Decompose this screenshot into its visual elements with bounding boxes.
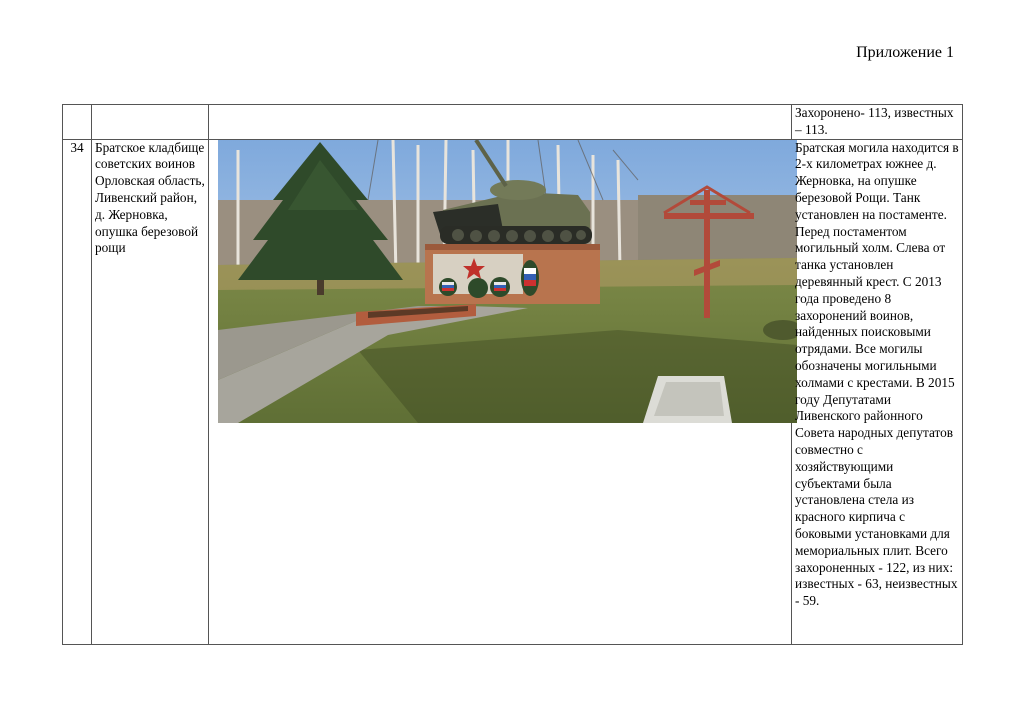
number-cell xyxy=(63,105,92,140)
table-row xyxy=(63,139,963,644)
photo-cell xyxy=(209,139,792,644)
name-cell xyxy=(92,105,209,140)
number-cell: 34 xyxy=(63,139,92,644)
appendix-label: Приложение 1 xyxy=(856,44,954,61)
name-cell: Братское кладбище советских воинов Орловская область, Ливенский район, д. Жерновка, опушка березовой рощи xyxy=(92,139,209,644)
description-cell: Братская могила находится в 2-х километрах южнее д. Жерновка, на опушке березовой Рощи. Танк установлен на постаменте. Перед постаментом могильный холм. Слева от танка установлен деревянный крест. С 2013 года проведено 8 захоронений воинов, найденных поисковыми отрядами. Все могилы обозначены могильными холмами с крестами. В 2015 году Депутатами Ливенского районного Совета народных депутатов совместно с хозяйствующими субъектами была установлена стела из красного кирпича с боковыми установками для мемориальных плит. Всего захороненных - 122, из них: известных - 63, неизвестных - 59. xyxy=(792,139,963,644)
photo-cell xyxy=(209,105,792,140)
war-memorial-photo xyxy=(218,140,797,423)
memorial-table xyxy=(62,104,963,645)
table-row xyxy=(63,105,963,140)
description-cell: Захоронено- 113, известных – 113. xyxy=(792,105,963,140)
